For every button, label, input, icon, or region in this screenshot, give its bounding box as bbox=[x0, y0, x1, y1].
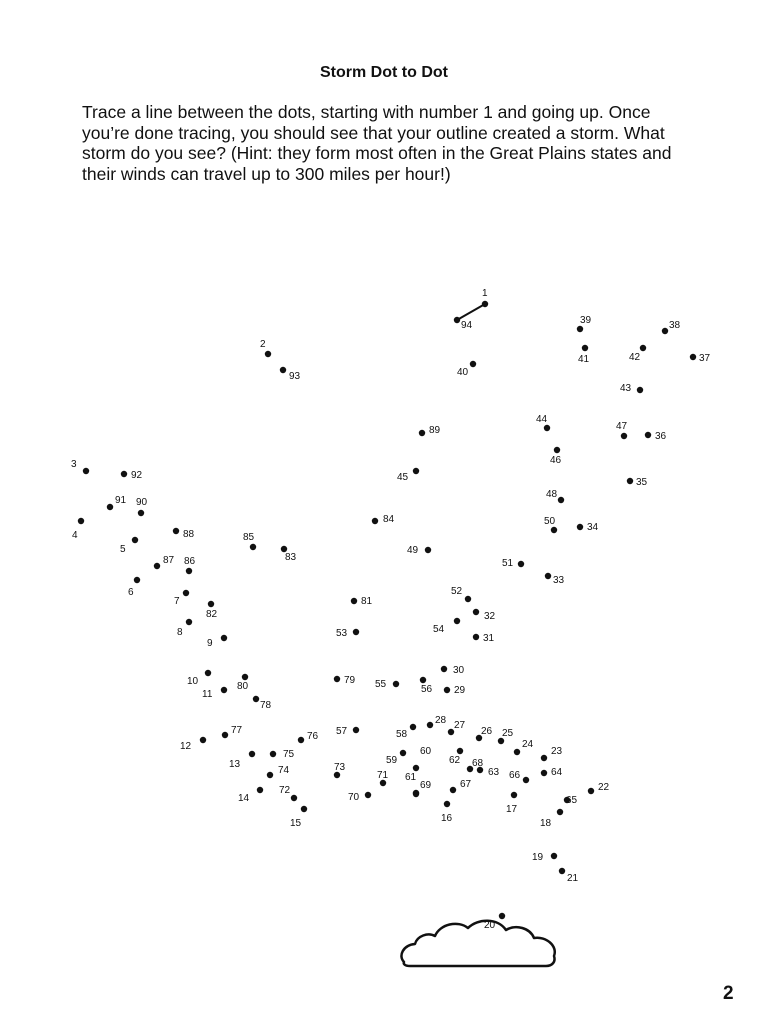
dot-label-90: 90 bbox=[136, 497, 148, 508]
dot-77 bbox=[222, 732, 228, 738]
dot-79 bbox=[334, 676, 340, 682]
dot-75 bbox=[270, 751, 276, 757]
dot-label-53: 53 bbox=[336, 628, 348, 639]
dot-35 bbox=[627, 478, 633, 484]
dot-label-85: 85 bbox=[243, 532, 255, 543]
instructions-text: Trace a line between the dots, starting with number 1 and going up. Once you’re done tracing, you should see that your outline created a storm. What storm do you see? (Hint: they form most often in the Great Plains states and their winds can travel up to 300 miles per hour!) bbox=[82, 102, 672, 184]
dot-42 bbox=[640, 345, 646, 351]
dot-32 bbox=[473, 609, 479, 615]
dot-label-14: 14 bbox=[238, 793, 250, 804]
dot-label-87: 87 bbox=[163, 555, 175, 566]
dot-label-56: 56 bbox=[421, 684, 433, 695]
dot-89 bbox=[419, 430, 425, 436]
dot-label-77: 77 bbox=[231, 725, 243, 736]
dot-label-22: 22 bbox=[598, 782, 610, 793]
dot-30 bbox=[441, 666, 447, 672]
dot-label-78: 78 bbox=[260, 700, 272, 711]
dot-57 bbox=[353, 727, 359, 733]
dot-label-11: 11 bbox=[202, 689, 213, 700]
dot-93 bbox=[280, 367, 286, 373]
dot-label-91: 91 bbox=[115, 495, 127, 506]
dot-label-41: 41 bbox=[578, 354, 590, 365]
dot-86 bbox=[186, 568, 192, 574]
dot-label-72: 72 bbox=[279, 785, 291, 796]
dot-59 bbox=[400, 750, 406, 756]
dot-44 bbox=[544, 425, 550, 431]
page-number: 2 bbox=[723, 983, 734, 1004]
dot-11 bbox=[221, 687, 227, 693]
dot-58 bbox=[410, 724, 416, 730]
dot-46 bbox=[554, 447, 560, 453]
dot-92 bbox=[121, 471, 127, 477]
dot-78 bbox=[253, 696, 259, 702]
dot-21 bbox=[559, 868, 565, 874]
dot-label-65: 65 bbox=[566, 795, 578, 806]
dot-label-75: 75 bbox=[283, 749, 295, 760]
dot-label-70: 70 bbox=[348, 792, 360, 803]
dot-label-1: 1 bbox=[482, 288, 488, 299]
dot-label-58: 58 bbox=[396, 729, 408, 740]
dot-18 bbox=[557, 809, 563, 815]
dot-label-63: 63 bbox=[488, 767, 500, 778]
dot-label-71: 71 bbox=[377, 770, 389, 781]
dot-label-51: 51 bbox=[502, 558, 514, 569]
dot-label-92: 92 bbox=[131, 470, 143, 481]
dot-label-30: 30 bbox=[453, 665, 465, 676]
dot-label-59: 59 bbox=[386, 755, 398, 766]
dot-label-49: 49 bbox=[407, 545, 419, 556]
dot-17 bbox=[511, 792, 517, 798]
dot-label-48: 48 bbox=[546, 489, 558, 500]
dot-label-64: 64 bbox=[551, 767, 563, 778]
dot-label-28: 28 bbox=[435, 715, 447, 726]
dot-label-62: 62 bbox=[449, 755, 461, 766]
dot-label-6: 6 bbox=[128, 587, 134, 598]
dot-label-2: 2 bbox=[260, 339, 266, 350]
dot-7 bbox=[183, 590, 189, 596]
dot-label-7: 7 bbox=[174, 596, 180, 607]
dot-34 bbox=[577, 524, 583, 530]
dot-62 bbox=[457, 748, 463, 754]
dot-label-9: 9 bbox=[207, 638, 213, 649]
dot-36 bbox=[645, 432, 651, 438]
dot-label-10: 10 bbox=[187, 676, 199, 687]
dot-label-40: 40 bbox=[457, 367, 469, 378]
dot-label-18: 18 bbox=[540, 818, 552, 829]
dot-31 bbox=[473, 634, 479, 640]
dot-43 bbox=[637, 387, 643, 393]
dot-88 bbox=[173, 528, 179, 534]
dot-51 bbox=[518, 561, 524, 567]
dot-2 bbox=[265, 351, 271, 357]
dot-39 bbox=[577, 326, 583, 332]
dot-55 bbox=[393, 681, 399, 687]
dot-label-54: 54 bbox=[433, 624, 445, 635]
dot-64 bbox=[541, 770, 547, 776]
dot-label-83: 83 bbox=[285, 552, 297, 563]
dot-label-81: 81 bbox=[361, 596, 373, 607]
dot-53 bbox=[353, 629, 359, 635]
dot-label-89: 89 bbox=[429, 425, 441, 436]
dot-94 bbox=[454, 317, 460, 323]
dot-label-46: 46 bbox=[550, 455, 562, 466]
dot-label-42: 42 bbox=[629, 352, 641, 363]
dot-label-47: 47 bbox=[616, 421, 628, 432]
dot-label-16: 16 bbox=[441, 813, 453, 824]
dot-label-57: 57 bbox=[336, 726, 348, 737]
dot-70 bbox=[365, 792, 371, 798]
dot-label-15: 15 bbox=[290, 818, 302, 829]
dot-label-44: 44 bbox=[536, 414, 548, 425]
dot-47 bbox=[621, 433, 627, 439]
dot-label-52: 52 bbox=[451, 586, 463, 597]
dot-69 bbox=[413, 791, 419, 797]
dot-label-69: 69 bbox=[420, 780, 432, 791]
dot-33 bbox=[545, 573, 551, 579]
dot-label-67: 67 bbox=[460, 779, 472, 790]
dot-91 bbox=[107, 504, 113, 510]
dot-24 bbox=[514, 749, 520, 755]
dot-label-93: 93 bbox=[289, 371, 301, 382]
dot-label-32: 32 bbox=[484, 611, 496, 622]
dot-label-25: 25 bbox=[502, 728, 514, 739]
dot-label-36: 36 bbox=[655, 431, 667, 442]
dot-13 bbox=[249, 751, 255, 757]
dot-label-33: 33 bbox=[553, 575, 565, 586]
dot-85 bbox=[250, 544, 256, 550]
dot-84 bbox=[372, 518, 378, 524]
dot-label-60: 60 bbox=[420, 746, 432, 757]
dot-label-50: 50 bbox=[544, 516, 556, 527]
dot-80 bbox=[242, 674, 248, 680]
dot-label-66: 66 bbox=[509, 770, 521, 781]
dot-29 bbox=[444, 687, 450, 693]
dot-3 bbox=[83, 468, 89, 474]
dot-label-17: 17 bbox=[506, 804, 518, 815]
dot-14 bbox=[257, 787, 263, 793]
dot-4 bbox=[78, 518, 84, 524]
dot-49 bbox=[425, 547, 431, 553]
dot-81 bbox=[351, 598, 357, 604]
dot-label-21: 21 bbox=[567, 873, 579, 884]
dot-74 bbox=[267, 772, 273, 778]
dot-label-73: 73 bbox=[334, 762, 346, 773]
dot-9 bbox=[221, 635, 227, 641]
dot-label-13: 13 bbox=[229, 759, 241, 770]
dot-label-61: 61 bbox=[405, 772, 417, 783]
dot-1 bbox=[482, 301, 488, 307]
dot-19 bbox=[551, 853, 557, 859]
dot-52 bbox=[465, 596, 471, 602]
dot-label-23: 23 bbox=[551, 746, 563, 757]
dot-label-79: 79 bbox=[344, 675, 356, 686]
dot-48 bbox=[558, 497, 564, 503]
dot-60 bbox=[413, 765, 419, 771]
dot-label-80: 80 bbox=[237, 681, 249, 692]
dot-66 bbox=[523, 777, 529, 783]
dot-28 bbox=[427, 722, 433, 728]
dot-label-94: 94 bbox=[461, 320, 473, 331]
dot-41 bbox=[582, 345, 588, 351]
dot-label-19: 19 bbox=[532, 852, 544, 863]
dot-22 bbox=[588, 788, 594, 794]
dot-10 bbox=[205, 670, 211, 676]
dot-label-82: 82 bbox=[206, 609, 218, 620]
dot-87 bbox=[154, 563, 160, 569]
dot-76 bbox=[298, 737, 304, 743]
dot-label-35: 35 bbox=[636, 477, 648, 488]
dot-54 bbox=[454, 618, 460, 624]
dot-37 bbox=[690, 354, 696, 360]
dot-38 bbox=[662, 328, 668, 334]
dot-label-43: 43 bbox=[620, 383, 632, 394]
dot-label-3: 3 bbox=[71, 459, 77, 470]
dot-label-26: 26 bbox=[481, 726, 493, 737]
connected-segments bbox=[457, 304, 485, 320]
dot-15 bbox=[301, 806, 307, 812]
dot-label-8: 8 bbox=[177, 627, 183, 638]
dot-label-55: 55 bbox=[375, 679, 387, 690]
dot-20 bbox=[499, 913, 505, 919]
dot-67 bbox=[450, 787, 456, 793]
dot-72 bbox=[291, 795, 297, 801]
dot-label-20: 20 bbox=[484, 920, 496, 931]
dot-label-34: 34 bbox=[587, 522, 599, 533]
dot-label-76: 76 bbox=[307, 731, 319, 742]
dot-label-86: 86 bbox=[184, 556, 196, 567]
dot-45 bbox=[413, 468, 419, 474]
dot-5 bbox=[132, 537, 138, 543]
dot-label-37: 37 bbox=[699, 353, 711, 364]
page-title: Storm Dot to Dot bbox=[320, 64, 448, 81]
dot-label-5: 5 bbox=[120, 544, 126, 555]
dot-82 bbox=[208, 601, 214, 607]
dot-label-84: 84 bbox=[383, 514, 395, 525]
dot-12 bbox=[200, 737, 206, 743]
dot-56 bbox=[420, 677, 426, 683]
dot-40 bbox=[470, 361, 476, 367]
dot-label-68: 68 bbox=[472, 758, 484, 769]
cloud-drawing bbox=[401, 921, 554, 966]
dots-layer bbox=[71, 288, 711, 931]
dot-label-45: 45 bbox=[397, 472, 409, 483]
dot-90 bbox=[138, 510, 144, 516]
dot-8 bbox=[186, 619, 192, 625]
dot-label-29: 29 bbox=[454, 685, 466, 696]
dot-label-12: 12 bbox=[180, 741, 192, 752]
dot-label-24: 24 bbox=[522, 739, 534, 750]
dot-6 bbox=[134, 577, 140, 583]
dot-label-4: 4 bbox=[72, 530, 78, 541]
dot-label-27: 27 bbox=[454, 720, 466, 731]
dot-50 bbox=[551, 527, 557, 533]
dot-16 bbox=[444, 801, 450, 807]
connector-line-1-94 bbox=[457, 304, 485, 320]
dot-label-39: 39 bbox=[580, 315, 592, 326]
dot-label-31: 31 bbox=[483, 633, 495, 644]
dot-label-88: 88 bbox=[183, 529, 195, 540]
dot-label-74: 74 bbox=[278, 765, 290, 776]
dot-label-38: 38 bbox=[669, 320, 681, 331]
dot-23 bbox=[541, 755, 547, 761]
